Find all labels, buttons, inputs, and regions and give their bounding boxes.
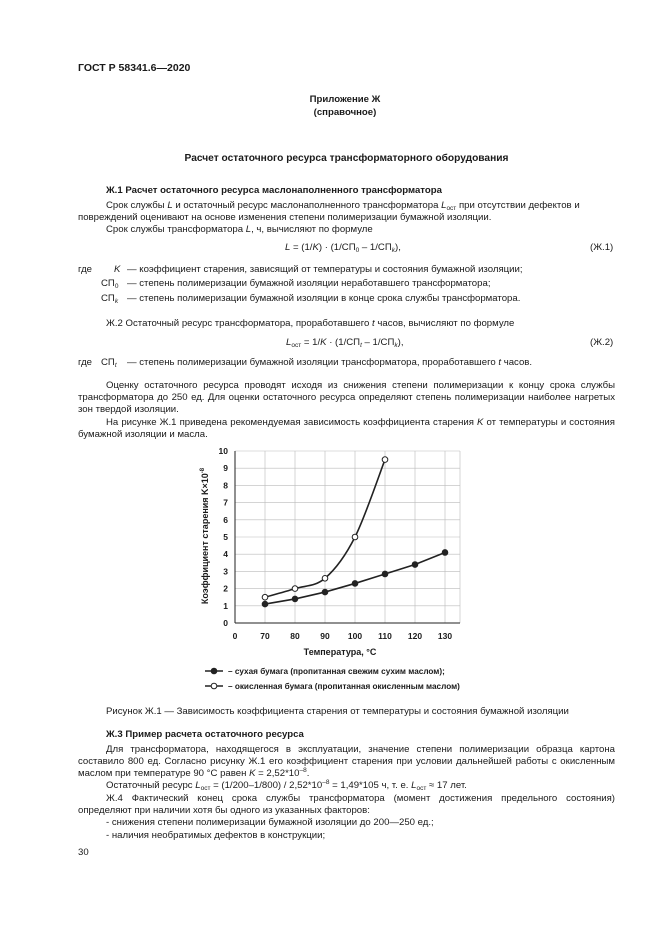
- page-number: 30: [78, 847, 89, 858]
- y-tick-label: 2: [223, 583, 228, 594]
- appendix-subtitle: (справочное): [313, 107, 377, 118]
- definition-spt-text: — степень полимеризации бумажной изоляции трансформатора, проработавшего t часов.: [127, 357, 533, 368]
- legend-label: – сухая бумага (пропитанная свежим сухим маслом);: [228, 667, 445, 676]
- section-2-paragraph-4: На рисунке Ж.1 приведена рекомендуемая зависимость коэффициента старения K от температуры и состояния бумажной изоляции и масла.: [78, 417, 615, 440]
- data-point: [442, 550, 448, 556]
- section-2-paragraph: Ж.2 Остаточный ресурс трансформатора, проработавшего t часов, вычисляют по формуле: [106, 318, 515, 329]
- chart-y-axis-label: Коэффициент старения $K\times 10^{-8}$: [200, 467, 210, 605]
- y-tick-label: 8: [223, 480, 228, 491]
- main-title: Расчет остаточного ресурса трансформаторного оборудования: [184, 153, 509, 164]
- chart-legend: [205, 666, 460, 691]
- y-tick-label: 9: [223, 463, 228, 474]
- x-tick-label: 130: [437, 631, 453, 641]
- section-3-heading: Ж.3 Пример расчета остаточного ресурса: [106, 729, 304, 740]
- definition-spk-text: — степень полимеризации бумажной изоляции в конце срока службы трансформатора.: [127, 293, 521, 304]
- appendix-title: Приложение Ж: [309, 94, 381, 105]
- section-1-paragraph-1-line-2: повреждений оценивают на основе изменения степени полимеризации бумажной изоляции.: [78, 212, 492, 223]
- formula-j1: $L = (1/K) \cdot (1/СП_0 - 1/СП_k)$,: [285, 242, 401, 254]
- definition-spk-symbol: $СП_k$: [101, 293, 119, 305]
- y-tick-label: 3: [223, 566, 228, 577]
- y-tick-label: 6: [223, 514, 228, 525]
- data-point: [262, 594, 268, 600]
- formula-j1-number: (Ж.1): [590, 242, 614, 253]
- x-tick-label: 110: [378, 631, 392, 641]
- data-point: [292, 586, 298, 592]
- x-tick-label: 120: [407, 631, 423, 641]
- data-point: [352, 534, 358, 540]
- y-tick-label: 10: [218, 446, 228, 456]
- section-3-paragraph-2: Остаточный ресурс $L_{ост} = (1/200-1/800) / 2,52*10^{-8} = 1,49*105$ ч, т. е. $L_{ост} \approx 17$ лет.: [106, 779, 467, 792]
- y-tick-label: 4: [223, 549, 228, 560]
- data-point: [382, 571, 388, 577]
- data-point: [322, 575, 328, 581]
- formula-j2: $L_{ост} = 1/K \cdot (1/СП_t - 1/СП_k)$,: [286, 337, 404, 349]
- data-point: [322, 589, 328, 595]
- where-label-1: где: [78, 264, 93, 275]
- section-1-paragraph-1: Срок службы L и остаточный ресурс маслонаполненного трансформатора $L_{ост}$ при отсутствии дефектов и: [106, 200, 580, 212]
- definition-sp0-symbol: $СП_0$: [101, 278, 119, 290]
- section-1-paragraph-2: Срок службы трансформатора L, ч, вычисляют по формуле: [106, 224, 373, 235]
- definition-k-symbol: K: [114, 264, 121, 275]
- legend-label: – окисленная бумага (пропитанная окисленным маслом): [228, 682, 460, 691]
- legend-marker: [211, 683, 217, 689]
- section-3-paragraph-1: Для трансформатора, находящегося в эксплуатации, значение степени полимеризации образца картона составило 800 ед. Согласно рисунку Ж.1 его коэффициент старения при условии дальнейшей работы с окисленным маслом при температуре 90 °С равен $K = 2,52*10^{-8}$.: [78, 744, 615, 779]
- section-2-paragraph-3: Оценку остаточного ресурса проводят исходя из снижения степени полимеризации к концу срока службы трансформатора до 250 ед. Для оценки остаточного ресурса определяют степень полимеризации наиболее нагретых зон твердой изоляции.: [78, 380, 615, 415]
- chart-x-axis-label: Температура, °С: [303, 647, 377, 657]
- section-1-heading: Ж.1 Расчет остаточного ресурса маслонаполненного трансформатора: [106, 185, 442, 196]
- definition-k-text: — коэффициент старения, зависящий от температуры и состояния бумажной изоляции;: [127, 264, 523, 275]
- y-tick-label: 0: [223, 618, 228, 628]
- x-tick-label: 100: [347, 631, 363, 641]
- y-tick-label: 5: [223, 532, 228, 542]
- where-label-2: где: [78, 357, 93, 368]
- chart-axes: [219, 446, 460, 641]
- formula-j2-number: (Ж.2): [590, 337, 614, 348]
- section-4-item-2: - наличия необратимых дефектов в конструкции;: [106, 830, 326, 841]
- x-tick-label: 0: [232, 631, 238, 641]
- legend-marker: [211, 668, 217, 674]
- section-4-item-1: - снижения степени полимеризации бумажной изоляции до 200—250 ед.;: [106, 817, 434, 828]
- data-point: [352, 581, 358, 587]
- x-tick-label: 90: [320, 631, 330, 641]
- definition-sp0-text: — степень полимеризации бумажной изоляции неработавшего трансформатора;: [127, 278, 491, 289]
- figure-caption: Рисунок Ж.1 — Зависимость коэффициента старения от температуры и состояния бумажной изоляции: [106, 706, 569, 717]
- section-4-paragraph: Ж.4 Фактический конец срока службы трансформатора (момент достижения предельного состояния) определяют при наличии хотя бы одного из указанных факторов:: [78, 793, 615, 816]
- y-tick-label: 7: [223, 497, 228, 508]
- chart-grid: [235, 451, 460, 623]
- data-point: [412, 562, 418, 568]
- data-point: [262, 601, 268, 607]
- x-tick-label: 70: [260, 631, 270, 641]
- y-tick-label: 1: [223, 600, 228, 611]
- data-point: [292, 596, 298, 602]
- aging-coefficient-chart: [195, 440, 505, 696]
- data-point: [382, 457, 388, 463]
- standard-number: ГОСТ Р 58341.6—2020: [78, 62, 191, 74]
- x-tick-label: 80: [290, 631, 300, 641]
- definition-spt-symbol: $СП_t$: [101, 357, 117, 369]
